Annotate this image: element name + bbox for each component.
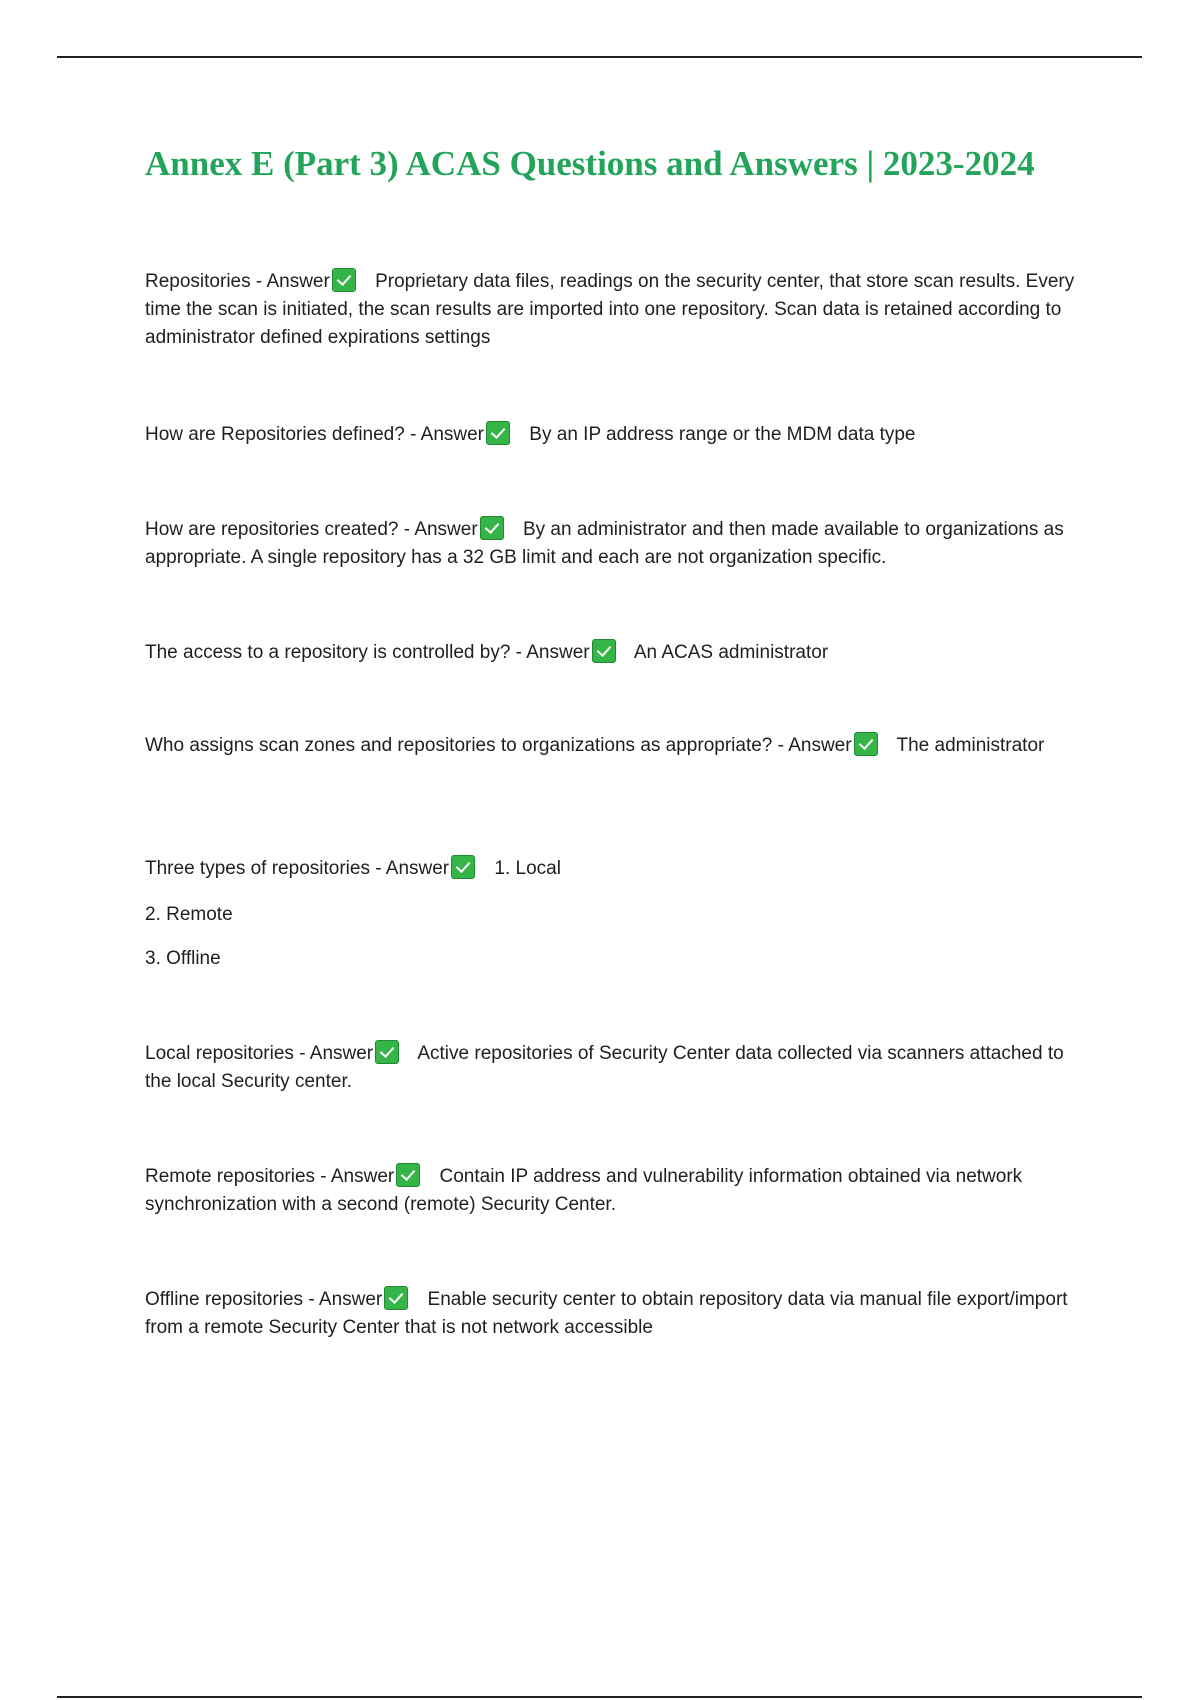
question-text: The access to a repository is controlled by? - [145,642,523,663]
answer-text: 1. Local [494,858,561,879]
answer-text: By an IP address range or the MDM data type [529,424,916,445]
qa-item-repositories-created [145,516,1095,572]
question-text: Three types of repositories - [145,858,382,879]
checkmark-icon [854,732,878,756]
answer-text: Active repositories of Security Center data collected via scanners attached to the local Security center. [145,1043,1064,1092]
answer-text: The administrator [896,735,1045,756]
checkmark-icon [396,1163,420,1187]
qa-item-remote-repositories [145,1163,1095,1219]
checkmark-icon [451,855,475,879]
answer-label: Answer [330,1166,395,1187]
checkmark-icon [486,421,510,445]
qa-item-three-types [145,855,1095,883]
qa-item-repositories-defined [145,421,1095,449]
checkmark-icon [375,1040,399,1064]
answer-text: Contain IP address and vulnerability information obtained via network synchronization with a second (remote) Security Center. [145,1166,1023,1215]
question-text: How are repositories created? - [145,519,411,540]
checkmark-icon [332,268,356,292]
answer-text: By an administrator and then made available to organizations as appropriate. A single repository has a 32 GB limit and each are not organization specific. [145,519,1064,568]
answer-text: An ACAS administrator [633,642,829,663]
question-text: Who assigns scan zones and repositories to organizations as appropriate? - [145,735,784,756]
question-text: Repositories - [145,271,263,292]
question-text: Offline repositories - [145,1289,315,1310]
checkmark-icon [480,516,504,540]
question-text: Local repositories - [145,1043,306,1064]
qa-item-repository-access [145,639,1095,667]
page-title: Annex E (Part 3) ACAS Questions and Answers | 2023-2024 [145,144,1035,183]
list-item: 2. Remote [145,904,233,925]
question-text: Remote repositories - [145,1166,327,1187]
answer-label: Answer [309,1043,374,1064]
answer-label: Answer [414,519,478,540]
answer-text: Proprietary data files, readings on the security center, that store scan results. Every time the scan is initiated, the scan results are imported into one repository. Scan data is retained according to administrator defined expirations settings [145,271,1075,348]
list-item: 3. Offline [145,948,221,969]
answer-label: Answer [526,642,590,663]
answer-label: Answer [420,424,485,445]
answer-label: Answer [385,858,450,879]
qa-item-repositories [145,268,1095,352]
answer-label: Answer [318,1289,383,1310]
checkmark-icon [592,639,616,663]
question-text: How are Repositories defined? - [145,424,417,445]
top-rule [57,56,1142,58]
answer-label: Answer [266,271,330,292]
answer-text: Enable security center to obtain repository data via manual file export/import from a remote Security Center that is not network accessible [145,1289,1068,1338]
qa-item-scan-zones [145,732,1095,760]
qa-item-local-repositories [145,1040,1095,1096]
answer-label: Answer [788,735,852,756]
checkmark-icon [384,1286,408,1310]
qa-item-offline-repositories [145,1286,1095,1342]
bottom-rule [57,1696,1142,1698]
